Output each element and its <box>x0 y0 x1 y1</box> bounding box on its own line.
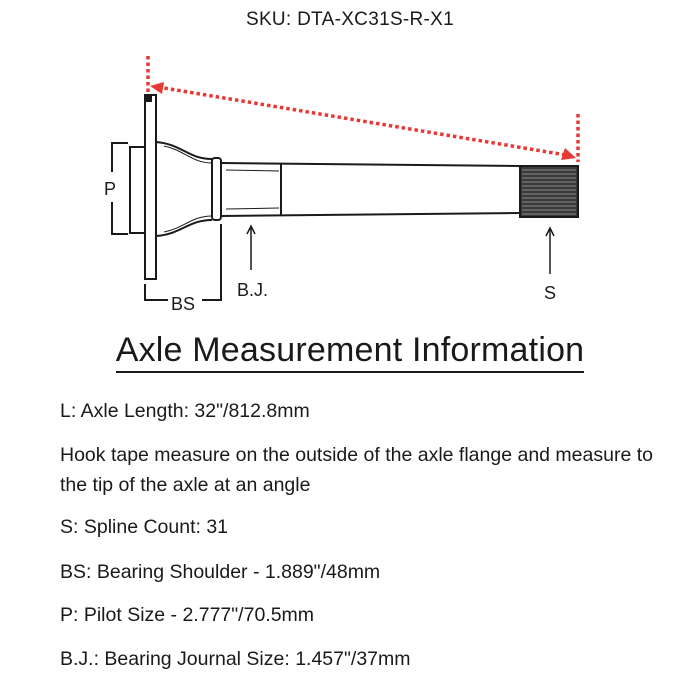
page-title <box>0 330 700 373</box>
measure-instructions: Hook tape measure on the outside of the axle flange and measure to the tip of the axle at an angle <box>60 444 653 496</box>
length-arrow <box>148 56 578 162</box>
axle-diagram <box>0 0 700 330</box>
bearing-shoulder-line: BS: Bearing Shoulder - 1.889"/48mm <box>60 561 381 583</box>
page-title-text: Axle Measurement Information <box>116 330 585 373</box>
spline-count-line: S: Spline Count: 31 <box>60 516 229 538</box>
axle-shaft <box>221 163 520 216</box>
bearing-journal-line: B.J.: Bearing Journal Size: 1.457"/37mm <box>60 648 411 670</box>
bearing-journal-label: B.J. <box>237 280 269 300</box>
axle-length-line: L: Axle Length: 32"/812.8mm <box>60 400 310 422</box>
axle-spline <box>520 166 578 217</box>
spline-label: S <box>544 283 557 303</box>
axle-hub <box>156 142 221 236</box>
axle-flange <box>130 95 156 279</box>
sku-label: SKU: DTA-XC31S-R-X1 <box>245 9 455 30</box>
bearing-shoulder-label: BS <box>171 294 196 314</box>
spline-pointer <box>546 228 554 274</box>
pilot-label: P <box>104 179 117 199</box>
bearing-journal-pointer <box>247 226 255 270</box>
pilot-size-line: P: Pilot Size - 2.777"/70.5mm <box>60 604 315 626</box>
